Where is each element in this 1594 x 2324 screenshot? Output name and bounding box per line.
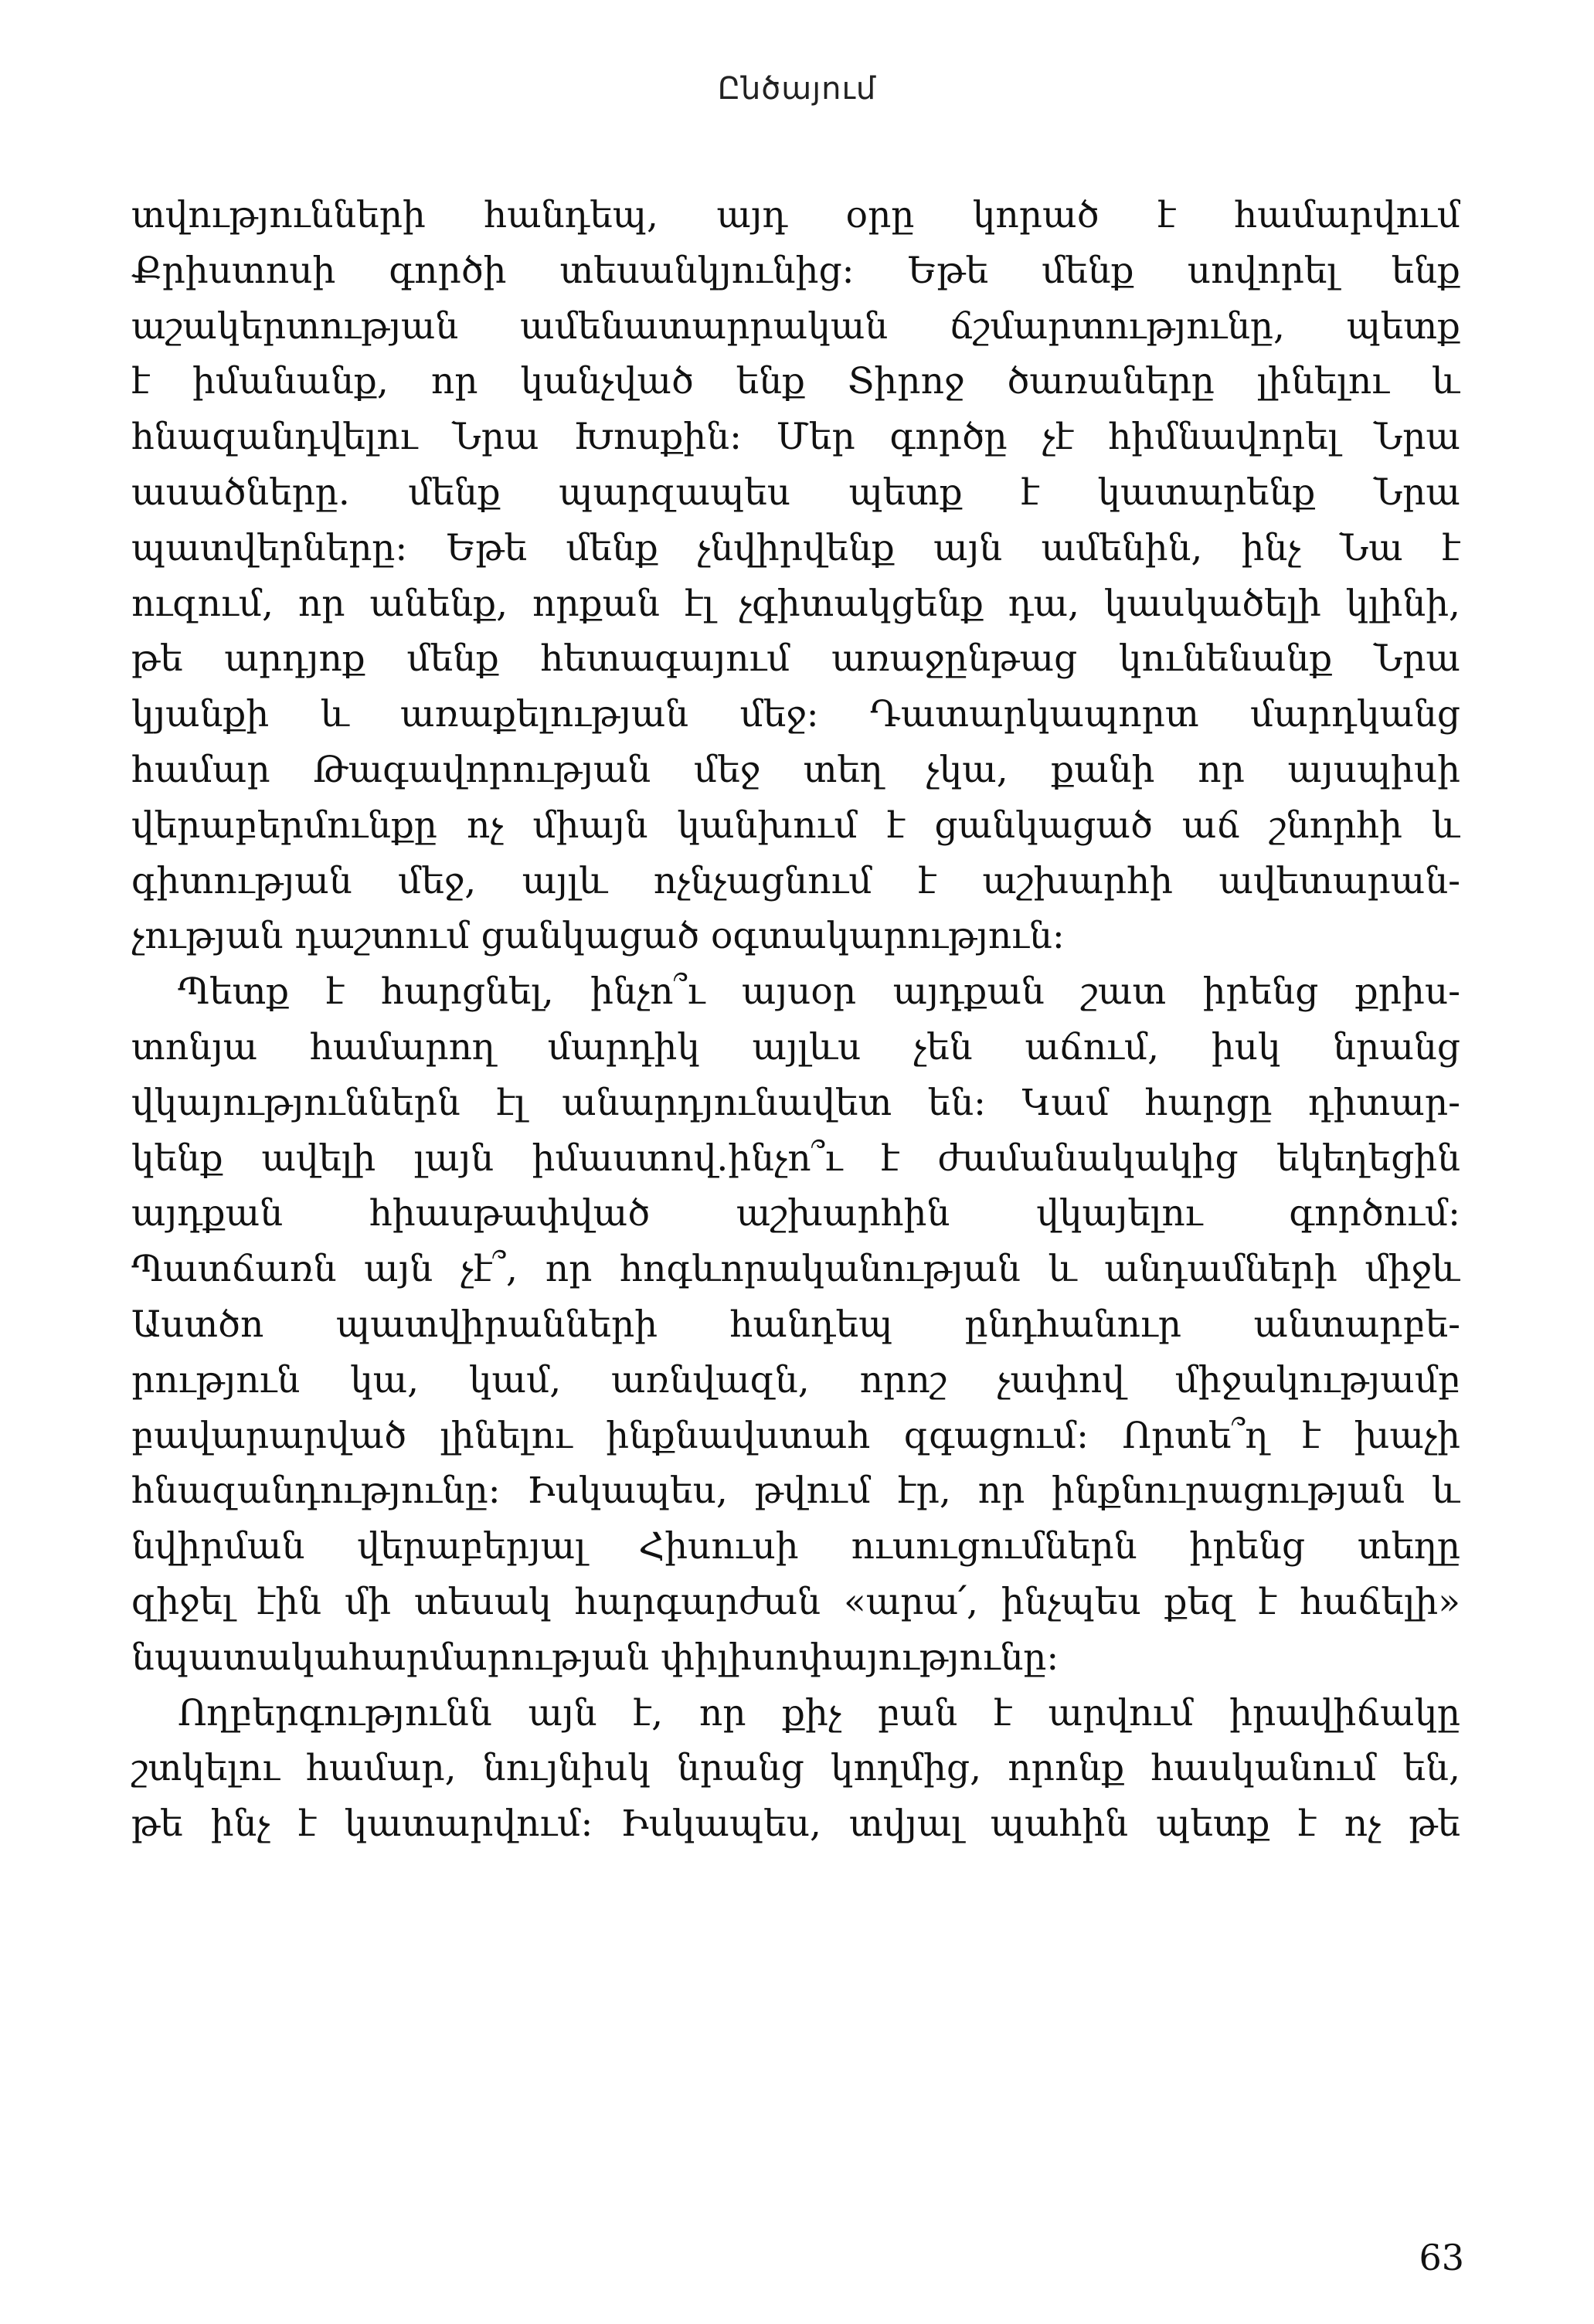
text-line: չության դաշտում ցանկացած օգտակարություն:: [131, 915, 1065, 958]
text-line: հնազանդվելու Նրա Խոսքին: Մեր գործը չէ հիմնավորել Նրա: [131, 416, 1460, 459]
text-line: կյանքի և առաքելության մեջ: Դատարկապորտ մարդկանց: [131, 693, 1460, 736]
text-line: ասածները. մենք պարզապես պետք է կատարենք Նրա: [131, 471, 1460, 514]
text-line: նպատակահարմարության փիլիսոփայությունը:: [131, 1636, 1059, 1679]
text-line: հնազանդությունը: Իսկապես, թվում էր, որ ինքնուրացության և: [131, 1469, 1460, 1513]
body-text: [131, 188, 1460, 1852]
text-line: բավարարված լինելու ինքնավստահ զգացում: Որտե՞ղ է խաչի: [131, 1414, 1460, 1457]
text-line: այդքան հիասթափված աշխարհին վկայելու գործում:: [131, 1192, 1460, 1235]
text-line: աշակերտության ամենատարրական ճշմարտությունը, պետք: [131, 304, 1460, 348]
running-head: Ընծայում: [717, 71, 877, 107]
text-line: կենք ավելի լայն իմաստով.ինչո՞ւ է ժամանակակից եկեղեցին: [131, 1137, 1460, 1180]
text-line: է իմանանք, որ կանչված ենք Տիրոջ ծառաները լինելու և: [131, 360, 1460, 403]
text-line: Ողբերգությունն այն է, որ քիչ բան է արվում իրավիճակը: [178, 1691, 1460, 1735]
text-line: տոնյա համարող մարդիկ այլևս չեն աճում, իսկ նրանց: [131, 1025, 1460, 1069]
text-line: նվիրման վերաբերյալ Հիսուսի ուսուցումներն իրենց տեղը: [131, 1525, 1460, 1568]
text-line: շտկելու համար, նույնիսկ նրանց կողմից, որոնք հասկանում են,: [131, 1747, 1460, 1790]
page-number: 63: [1419, 2237, 1464, 2278]
text-line: րություն կա, կամ, առնվազն, որոշ չափով միջակությամբ: [131, 1358, 1460, 1402]
text-line: թե ինչ է կատարվում: Իսկապես, տվյալ պահին պետք է ոչ թե: [131, 1802, 1460, 1846]
paragraph-3: [131, 1686, 1460, 1852]
text-line: գիտության մեջ, այլև ոչնչացնում է աշխարհի ավետարան-: [131, 859, 1460, 902]
text-line: վերաբերմունքը ոչ միայն կանխում է ցանկացած աճ շնորհի և: [131, 804, 1460, 847]
paragraph-1: [131, 188, 1460, 964]
text-line: վկայություններն էլ անարդյունավետ են: Կամ հարցը դիտար-: [131, 1081, 1460, 1124]
text-line: Աստծո պատվիրանների հանդեպ ընդհանուր անտարբե-: [131, 1303, 1460, 1346]
text-line: թե արդյոք մենք հետագայում առաջընթաց կունենանք Նրա: [131, 637, 1460, 681]
text-line: Քրիստոսի գործի տեսանկյունից: Եթե մենք սովորել ենք: [131, 249, 1460, 292]
text-line: համար Թագավորության մեջ տեղ չկա, քանի որ այսպիսի: [131, 748, 1460, 791]
text-line: զիջել էին մի տեսակ հարգարժան «արա՛, ինչպես քեզ է հաճելի»: [131, 1580, 1460, 1623]
paragraph-2: [131, 964, 1460, 1685]
text-line: Պատճառն այն չէ՞, որ հոգևորականության և անդամների միջև: [131, 1248, 1460, 1291]
text-line: պատվերները: Եթե մենք չնվիրվենք այն ամենին, ինչ Նա է: [131, 526, 1460, 569]
text-line: Պետք է հարցնել, ինչո՞ւ այսօր այդքան շատ իրենց քրիս-: [178, 970, 1460, 1014]
text-line: ուզում, որ անենք, որքան էլ չգիտակցենք դա, կասկածելի կլինի,: [131, 582, 1460, 625]
text-line: տվությունների հանդեպ, այդ օրը կորած է համարվում: [131, 194, 1460, 236]
